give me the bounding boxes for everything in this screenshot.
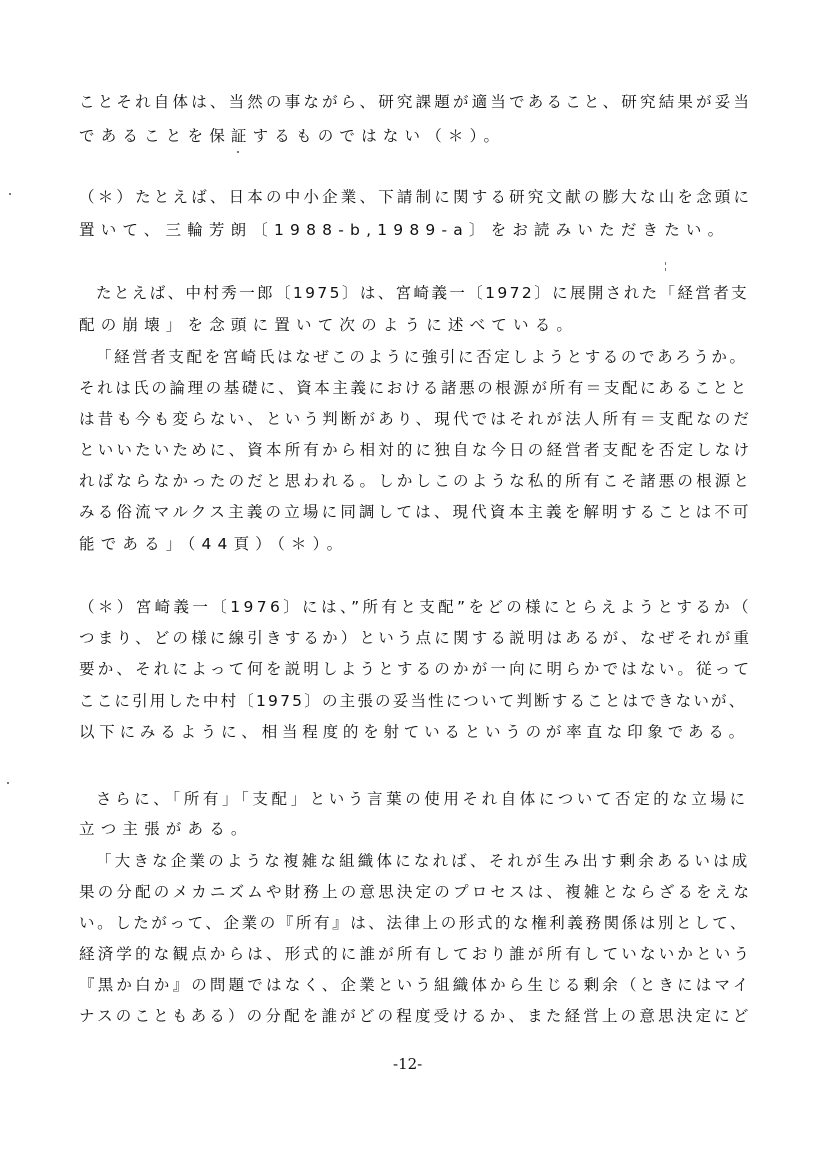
quote-line: といいたいために、資本所有から相対的に独自な今日の経営者支配を否定しなけ — [79, 441, 753, 459]
scan-speck — [237, 151, 239, 153]
quote-line: みる俗流マルクス主義の立場に同調しては、現代資本主義を解明することは不可 — [79, 503, 752, 521]
quote-line: それは氏の論理の基礎に、資本主義における諸悪の根源が所有＝支配にあることと — [79, 379, 749, 397]
footnote-line: 置いて、三輪芳朗〔1988-b,1989-a〕をお読みいただきたい。 — [79, 221, 730, 239]
text-line: 立つ主張がある。 — [79, 820, 253, 838]
quote-line: 「大きな企業のような複雑な組織体になれば、それが生み出す剰余あるいは成 — [96, 852, 751, 870]
quote-line: 経済学的な観点からは、形式的に誰が所有しており誰が所有していないかという — [79, 945, 753, 963]
footnote-line: （＊）宮崎義一〔1976〕には、”所有と支配”をどの様にとらえようとするか（ — [79, 598, 752, 616]
scan-speck — [7, 782, 9, 784]
text-line: さらに、「所有」「支配」という言葉の使用それ自体について否定的な立場に — [96, 790, 749, 808]
footnote-line: 要か、それによって何を説明しようとするのかが一向に明らかではない。従って — [79, 660, 753, 678]
text-line: であることを保証するものではない（＊）。 — [79, 127, 506, 145]
quote-line: 果の分配のメカニズムや財務上の意思決定のプロセスは、複雑とならざるをえな — [79, 883, 753, 901]
scan-speck — [9, 193, 11, 195]
quote-line: 「経営者支配を宮崎氏はなぜこのように強引に否定しようとするのであろうか。 — [96, 348, 748, 366]
footnote-line: 以下にみるように、相当程度的を射ているというのが率直な印象である。 — [79, 723, 749, 741]
quote-line: ればならなかったのだと思われる。しかしこのような私的所有こそ諸悪の根源と — [79, 472, 753, 490]
scan-speck — [665, 262, 666, 265]
footnote-line: つまり、どの様に線引きするか）という点に関する説明はあるが、なぜそれが重 — [79, 629, 753, 647]
text-line: たとえば、中村秀一郎〔1975〕は、宮崎義一〔1972〕に展開された「経営者支 — [96, 284, 749, 302]
quote-line: は昔も今も変らない、という判断があり、現代ではそれが法人所有＝支配なのだ — [79, 410, 753, 428]
quote-line: 能である」（44頁）（＊）。 — [79, 535, 349, 553]
quote-line: ナスのこともある）の分配を誰がどの程度受けるか、また経営上の意思決定にど — [79, 1007, 752, 1025]
text-line: 配の崩壊」を念頭に置いて次のように述べている。 — [79, 316, 579, 334]
quote-line: 『黒か白か』の問題ではなく、企業という組織体から生じる剰余（ときにはマイ — [79, 976, 752, 994]
footnote-line: （＊）たとえば、日本の中小企業、下請制に関する研究文献の膨大な山を念頭に — [79, 188, 753, 206]
quote-line: い。したがって、企業の『所有』は、法律上の形式的な権利義務関係は別として、 — [79, 914, 749, 932]
scan-speck — [665, 268, 666, 271]
text-line: ことそれ自体は、当然の事ながら、研究課題が適当であること、研究結果が妥当 — [79, 93, 753, 111]
page-number: -12- — [393, 1055, 423, 1073]
footnote-line: ここに引用した中村〔1975〕の主張の妥当性について判断することはできないが、 — [79, 692, 747, 710]
